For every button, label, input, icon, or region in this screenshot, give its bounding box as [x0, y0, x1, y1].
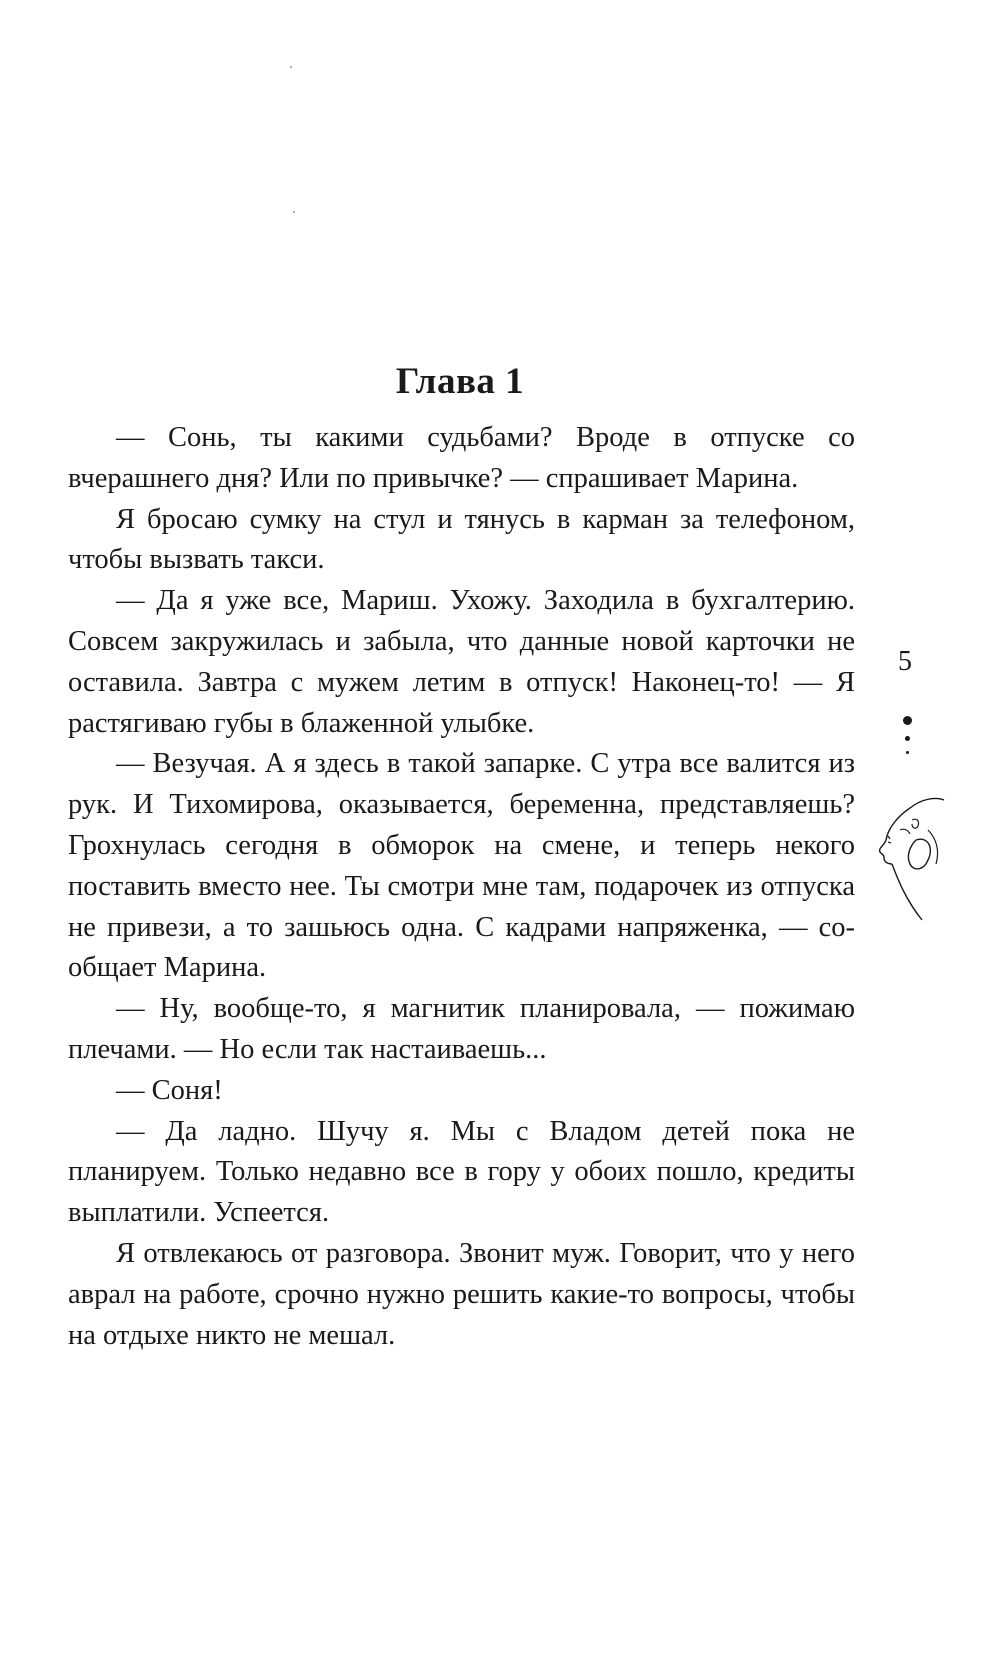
- paragraph: Я бросаю сумку на стул и тянусь в карман за телефоном, чтобы вызвать такси.: [68, 503, 855, 576]
- paragraph: — Сонь, ты какими судьбами? Вроде в отпуске со вчерашнего дня? Или по привычке? — спрашивает Марина.: [68, 422, 855, 494]
- paragraph: — Ну, вообще-то, я магнитик планировала, — пожимаю плечами. — Но если так настаиваешь...: [68, 993, 855, 1065]
- paper-speck: [293, 211, 295, 213]
- paragraph: — Соня!: [116, 1074, 223, 1106]
- body-text: [68, 418, 855, 1356]
- paragraph: — Да ладно. Шучу я. Мы с Владом детей пока не планируем. Только недавно все в гору у обоих пошло, кредиты выплатили. Успеется.: [68, 1115, 855, 1229]
- decorative-dot-icon: [905, 736, 910, 741]
- paragraph: — Да я уже все, Мариш. Ухожу. Заходила в бухгалтерию. Совсем закружилась и забыла, что данные новой карточки не оставила. Завтра с мужем летим в отпуск! Наконец-то! — Я растягиваю губы в блаженной улыбке.: [68, 585, 855, 739]
- chapter-title: Глава 1: [395, 361, 525, 402]
- decorative-dot-icon: [906, 751, 909, 754]
- face-profile-ornament-icon: [870, 790, 960, 930]
- decorative-dot-icon: [903, 716, 912, 725]
- page-number: 5: [898, 646, 912, 677]
- paragraph: Я отвлекаюсь от разговора. Звонит муж. Говорит, что у него аврал на работе, срочно нужно решить какие-то вопросы, чтобы на отдыхе никто не мешал.: [68, 1237, 855, 1351]
- paper-speck: [290, 66, 292, 68]
- paragraph: — Везучая. А я здесь в такой запарке. С утра все валится из рук. И Тихомирова, оказывается, беременна, представляешь? Грохнулась сегодня в обморок на смене, и теперь некого поставить вместо нее. Ты смотри мне там, подарочек из отпуска не привези, а то зашьюсь одна. С кадрами напряженка, — сообщает Марина.: [68, 748, 855, 984]
